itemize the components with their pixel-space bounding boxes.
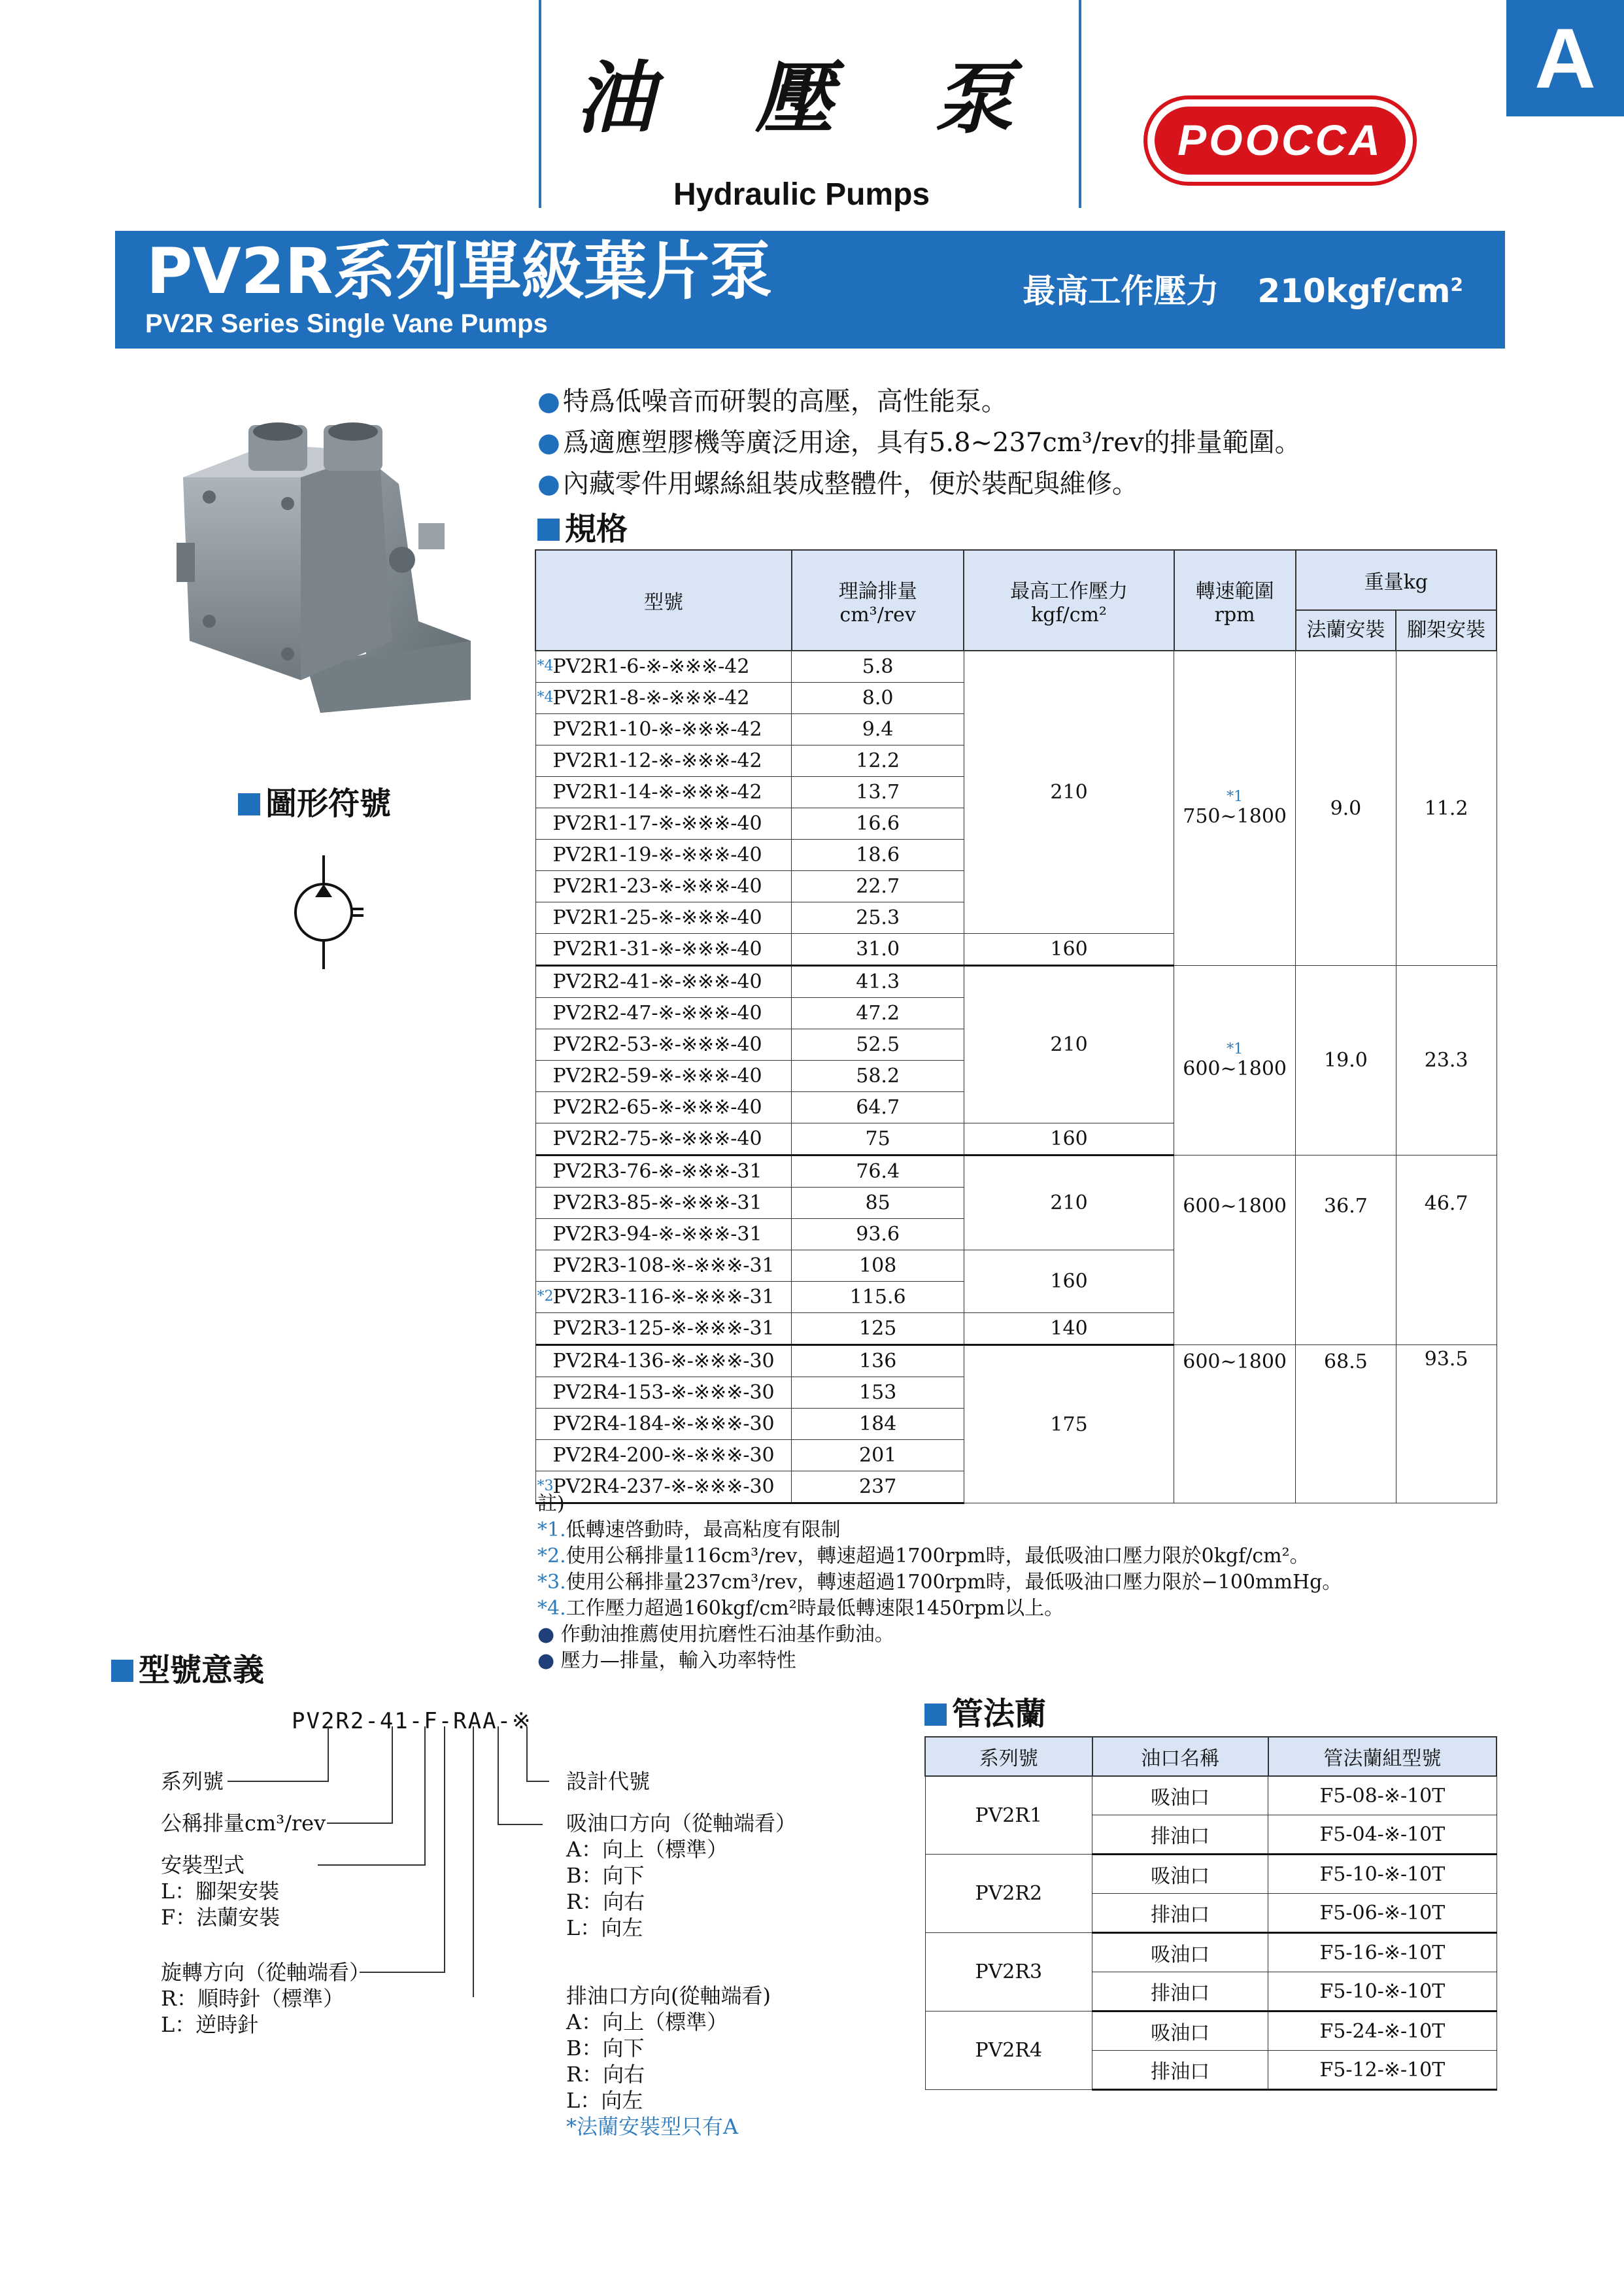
model-cell (535, 934, 792, 966)
displacement-cell: 41.3 (792, 966, 964, 998)
foot-weight-cell: 23.3 (1396, 966, 1497, 1156)
label-discharge (566, 1983, 771, 2140)
model-text: PV2R1-12-※-※※※-42 (552, 749, 762, 772)
kit-cell: F5-10-※-10T (1268, 1972, 1497, 2012)
model-text: PV2R3-85-※-※※※-31 (552, 1191, 762, 1214)
model-cell (535, 1188, 792, 1219)
pressure-cell: 210 (964, 1156, 1174, 1250)
suction-option: A：向上（標準） (566, 1837, 728, 1862)
section-symbol-title: 圖形符號 (265, 785, 392, 822)
discharge-option: A：向上（標準） (566, 2010, 728, 2034)
rotation-title: 旋轉方向（從軸端看） (161, 1960, 371, 1985)
note-item (537, 1622, 1342, 1648)
col-displacement (792, 550, 964, 651)
pump-symbol-icon (281, 850, 392, 974)
speed-footnote-mark: *1 (1226, 789, 1243, 805)
discharge-option: R：向右 (566, 2062, 645, 2087)
label-design: 設計代號 (566, 1769, 651, 1794)
series-cell: PV2R4 (925, 2012, 1092, 2090)
flange-weight-cell: 19.0 (1296, 966, 1396, 1156)
pressure-cell: 160 (964, 1123, 1174, 1156)
model-cell (535, 1409, 792, 1440)
kit-cell: F5-16-※-10T (1268, 1933, 1497, 1972)
page-title-zh: 油壓泵 (575, 54, 1115, 145)
displacement-cell: 153 (792, 1377, 964, 1409)
port-cell: 吸油口 (1092, 1855, 1268, 1894)
note-item (537, 1543, 1342, 1569)
note-bullet: ● (537, 1649, 555, 1672)
model-cell (535, 1219, 792, 1250)
model-text: PV2R1-23-※-※※※-40 (552, 875, 762, 898)
model-text: PV2R3-116-※-※※※-31 (552, 1286, 775, 1309)
section-symbol (238, 778, 391, 823)
port-cell: 吸油口 (1092, 2012, 1268, 2051)
mounting-title: 安裝型式 (161, 1853, 245, 1877)
label-suction (566, 1810, 796, 1941)
note-mark: *4. (537, 1597, 566, 1620)
section-model-meaning (111, 1645, 264, 1690)
model-text: PV2R1-10-※-※※※-42 (552, 718, 762, 741)
pump-photo (170, 405, 490, 726)
note-mark: *3. (537, 1571, 566, 1594)
model-cell (535, 1377, 792, 1409)
series-banner (115, 231, 1505, 349)
flange-table (924, 1736, 1497, 2091)
table-row (925, 1855, 1497, 1894)
model-text: PV2R3-125-※-※※※-31 (552, 1317, 775, 1340)
model-text: PV2R1-25-※-※※※-40 (552, 906, 762, 929)
col-speed-unit: rpm (1214, 603, 1255, 626)
pressure-cell: 175 (964, 1345, 1174, 1503)
spec-table (535, 549, 1497, 1504)
model-cell (535, 1029, 792, 1061)
displacement-cell: 85 (792, 1188, 964, 1219)
note-text: 低轉速啓動時，最高粘度有限制 (566, 1518, 841, 1541)
displacement-cell: 184 (792, 1409, 964, 1440)
table-row (535, 651, 1497, 683)
model-text: PV2R2-41-※-※※※-40 (552, 970, 762, 993)
model-cell (535, 840, 792, 871)
kit-cell: F5-06-※-10T (1268, 1894, 1497, 1933)
model-text: PV2R1-8-※-※※※-42 (552, 687, 750, 710)
svg-text:POOCCA: POOCCA (1177, 116, 1383, 164)
model-cell (535, 1092, 792, 1123)
displacement-cell: 75 (792, 1123, 964, 1156)
section-square-icon (238, 793, 260, 815)
col-speed-label: 轉速範圍 (1195, 579, 1274, 603)
displacement-cell: 237 (792, 1471, 964, 1503)
max-pressure-value: 210kgf/cm (1257, 272, 1451, 310)
displacement-cell: 115.6 (792, 1282, 964, 1313)
model-text: PV2R1-31-※-※※※-40 (552, 938, 762, 961)
model-text: PV2R2-75-※-※※※-40 (552, 1127, 762, 1150)
port-cell: 排油口 (1092, 1972, 1268, 2012)
model-text: PV2R3-76-※-※※※-31 (552, 1160, 762, 1183)
displacement-cell: 8.0 (792, 683, 964, 714)
suction-option: L：向左 (566, 1915, 643, 1940)
table-row (535, 1345, 1497, 1377)
col-weight: 重量kg (1296, 550, 1497, 610)
label-series: 系列號 (161, 1769, 224, 1794)
pressure-cell: 160 (964, 934, 1174, 966)
rotation-option: L：逆時針 (161, 2012, 259, 2037)
displacement-cell: 93.6 (792, 1219, 964, 1250)
model-cell (535, 1061, 792, 1092)
displacement-cell: 12.2 (792, 745, 964, 777)
displacement-cell: 76.4 (792, 1156, 964, 1188)
col-port-name: 油口名稱 (1092, 1737, 1268, 1776)
label-displacement: 公稱排量cm³/rev (161, 1811, 326, 1836)
discharge-option: B：向下 (566, 2036, 645, 2061)
model-cell (535, 966, 792, 998)
kit-cell: F5-04-※-10T (1268, 1815, 1497, 1855)
page-title-en: Hydraulic Pumps (673, 177, 930, 212)
model-cell (535, 1313, 792, 1345)
displacement-cell: 125 (792, 1313, 964, 1345)
section-square-icon (111, 1660, 133, 1682)
header-divider-left (539, 0, 541, 208)
note-mark: *2. (537, 1545, 566, 1567)
model-text: PV2R4-136-※-※※※-30 (552, 1350, 775, 1373)
feature-text: 內藏零件用螺絲組裝成整體件，便於裝配與維修。 (562, 469, 1138, 499)
speed-cell: 600~1800 (1174, 1345, 1296, 1503)
kit-cell: F5-24-※-10T (1268, 2012, 1497, 2051)
foot-weight-cell: 11.2 (1396, 651, 1497, 966)
section-pipe-flange-title: 管法蘭 (952, 1696, 1047, 1732)
model-text: PV2R2-59-※-※※※-40 (552, 1065, 762, 1087)
displacement-cell: 64.7 (792, 1092, 964, 1123)
max-pressure (1023, 265, 1464, 312)
discharge-title: 排油口方向(從軸端看) (566, 1983, 771, 2008)
model-text: PV2R4-200-※-※※※-30 (552, 1444, 775, 1467)
rotation-option: R：順時針（標準） (161, 1986, 345, 2011)
section-spec-title: 規格 (565, 511, 628, 547)
label-rotation (161, 1959, 370, 2038)
col-flange-kit: 管法蘭組型號 (1268, 1737, 1497, 1776)
pressure-cell: 210 (964, 651, 1174, 934)
displacement-cell: 9.4 (792, 714, 964, 745)
displacement-cell: 25.3 (792, 902, 964, 934)
model-cell (535, 1440, 792, 1471)
footnote-mark: *2 (537, 1288, 554, 1305)
displacement-cell: 5.8 (792, 651, 964, 683)
model-text: PV2R3-108-※-※※※-31 (552, 1254, 775, 1277)
col-displacement-unit: cm³/rev (839, 603, 916, 626)
discharge-option: L：向左 (566, 2088, 643, 2113)
model-text: PV2R1-14-※-※※※-42 (552, 781, 762, 804)
displacement-cell: 31.0 (792, 934, 964, 966)
table-row (925, 1933, 1497, 1972)
note-text: 壓力—排量，輸入功率特性 (560, 1649, 796, 1672)
table-row (925, 2012, 1497, 2051)
feature-item: ● 爲適應塑膠機等廣泛用途，具有5.8~237cm³/rev的排量範圍。 (537, 428, 1301, 458)
section-square-icon (924, 1703, 947, 1726)
displacement-cell: 58.2 (792, 1061, 964, 1092)
speed-cell (1174, 966, 1296, 1156)
model-cell (535, 683, 792, 714)
model-cell (535, 902, 792, 934)
discharge-note: *法蘭安裝型只有A (566, 2114, 739, 2139)
model-text: PV2R4-184-※-※※※-30 (552, 1412, 775, 1435)
kit-cell: F5-08-※-10T (1268, 1776, 1497, 1815)
port-cell: 吸油口 (1092, 1776, 1268, 1815)
displacement-cell: 201 (792, 1440, 964, 1471)
col-series: 系列號 (925, 1737, 1092, 1776)
displacement-cell: 52.5 (792, 1029, 964, 1061)
section-model-meaning-title: 型號意義 (139, 1652, 265, 1688)
model-text: PV2R1-19-※-※※※-40 (552, 844, 762, 866)
section-square-icon (537, 519, 560, 541)
section-pipe-flange (924, 1688, 1046, 1734)
foot-weight-cell: 46.7 (1396, 1156, 1497, 1345)
max-pressure-sup: 2 (1450, 273, 1463, 296)
series-title-en: PV2R Series Single Vane Pumps (145, 309, 548, 338)
kit-cell: F5-10-※-10T (1268, 1855, 1497, 1894)
model-cell (535, 1123, 792, 1156)
col-displacement-label: 理論排量 (838, 579, 917, 603)
series-cell: PV2R3 (925, 1933, 1092, 2012)
model-cell (535, 777, 792, 808)
max-pressure-label: 最高工作壓力 (1023, 272, 1219, 310)
col-pressure-unit: kgf/cm² (1031, 603, 1107, 626)
speed-value: 750~1800 (1183, 805, 1287, 828)
speed-cell (1174, 651, 1296, 966)
notes-title: 註) (537, 1492, 565, 1515)
suction-title: 吸油口方向（從軸端看） (566, 1811, 797, 1836)
note-item (537, 1596, 1342, 1622)
table-row (535, 1156, 1497, 1188)
col-model: 型號 (535, 550, 792, 651)
model-text: PV2R1-17-※-※※※-40 (552, 812, 762, 835)
mounting-option: F：法蘭安裝 (161, 1905, 280, 1930)
col-speed (1174, 550, 1296, 651)
flange-weight-cell: 36.7 (1296, 1156, 1396, 1345)
series-cell: PV2R2 (925, 1855, 1092, 1933)
suction-option: B：向下 (566, 1863, 645, 1888)
pressure-cell: 210 (964, 966, 1174, 1123)
note-item (537, 1569, 1342, 1596)
model-cell (535, 871, 792, 902)
col-pressure (964, 550, 1174, 651)
model-text: PV2R2-53-※-※※※-40 (552, 1033, 762, 1056)
model-cell (535, 714, 792, 745)
pressure-cell: 140 (964, 1313, 1174, 1345)
model-cell (535, 998, 792, 1029)
displacement-cell: 47.2 (792, 998, 964, 1029)
model-cell (535, 745, 792, 777)
footnote-mark: *4 (537, 689, 554, 706)
note-item (537, 1517, 1342, 1543)
section-tab: A (1506, 0, 1624, 116)
port-cell: 排油口 (1092, 1815, 1268, 1855)
foot-weight-cell: 93.5 (1396, 1345, 1497, 1503)
series-cell: PV2R1 (925, 1776, 1092, 1855)
note-bullet: ● (537, 1623, 555, 1646)
speed-footnote-mark: *1 (1226, 1040, 1243, 1057)
section-spec (537, 504, 628, 549)
note-text: 工作壓力超過160kgf/cm²時最低轉速限1450rpm以上。 (566, 1597, 1064, 1620)
port-cell: 吸油口 (1092, 1933, 1268, 1972)
col-flange-mount: 法蘭安裝 (1296, 610, 1396, 651)
flange-weight-cell: 9.0 (1296, 651, 1396, 966)
col-pressure-label: 最高工作壓力 (1010, 579, 1128, 603)
feature-item: ● 內藏零件用螺絲組裝成整體件，便於裝配與維修。 (537, 469, 1138, 499)
feature-item: ● 特爲低噪音而研製的高壓，高性能泵。 (537, 386, 1007, 417)
pressure-cell: 160 (964, 1250, 1174, 1313)
poocca-logo (1143, 95, 1417, 186)
model-code-example: PV2R2-41-F-RAA-※ (292, 1708, 532, 1734)
model-cell (535, 1282, 792, 1313)
note-item (537, 1648, 1342, 1674)
model-cell (535, 651, 792, 683)
label-mounting (161, 1852, 280, 1930)
model-text: PV2R4-153-※-※※※-30 (552, 1381, 775, 1404)
note-text: 使用公稱排量237cm³/rev，轉速超過1700rpm時，最低吸油口壓力限於−100mmHg。 (566, 1571, 1342, 1594)
port-cell: 排油口 (1092, 1894, 1268, 1933)
feature-text: 爲適應塑膠機等廣泛用途，具有5.8~237cm³/rev的排量範圍。 (562, 428, 1301, 458)
mounting-option: L：腳架安裝 (161, 1879, 280, 1904)
displacement-cell: 18.6 (792, 840, 964, 871)
suction-option: R：向右 (566, 1889, 645, 1914)
note-mark: *1. (537, 1518, 566, 1541)
model-cell (535, 1156, 792, 1188)
flange-weight-cell: 68.5 (1296, 1345, 1396, 1503)
model-text: PV2R3-94-※-※※※-31 (552, 1223, 762, 1246)
displacement-cell: 22.7 (792, 871, 964, 902)
model-cell (535, 1250, 792, 1282)
displacement-cell: 108 (792, 1250, 964, 1282)
model-cell (535, 1345, 792, 1377)
col-foot-mount: 腳架安裝 (1396, 610, 1497, 651)
displacement-cell: 136 (792, 1345, 964, 1377)
displacement-cell: 13.7 (792, 777, 964, 808)
table-row (535, 966, 1497, 998)
model-cell (535, 808, 792, 840)
note-text: 作動油推薦使用抗磨性石油基作動油。 (560, 1623, 894, 1646)
series-title-zh: PV2R系列單級葉片泵 (146, 235, 773, 308)
port-cell: 排油口 (1092, 2051, 1268, 2090)
footnote-mark: *3 (537, 1478, 554, 1494)
speed-value: 600~1800 (1183, 1057, 1287, 1080)
table-row (925, 1776, 1497, 1815)
footnote-mark: *4 (537, 658, 554, 674)
model-text: PV2R4-237-※-※※※-30 (552, 1475, 775, 1498)
feature-text: 特爲低噪音而研製的高壓，高性能泵。 (562, 386, 1007, 417)
model-text: PV2R2-65-※-※※※-40 (552, 1096, 762, 1119)
model-text: PV2R1-6-※-※※※-42 (552, 655, 750, 678)
displacement-cell: 16.6 (792, 808, 964, 840)
notes (537, 1491, 1342, 1674)
model-text: PV2R2-47-※-※※※-40 (552, 1002, 762, 1025)
note-text: 使用公稱排量116cm³/rev，轉速超過1700rpm時，最低吸油口壓力限於0kgf/cm²。 (566, 1545, 1310, 1567)
kit-cell: F5-12-※-10T (1268, 2051, 1497, 2090)
speed-cell: 600~1800 (1174, 1156, 1296, 1345)
